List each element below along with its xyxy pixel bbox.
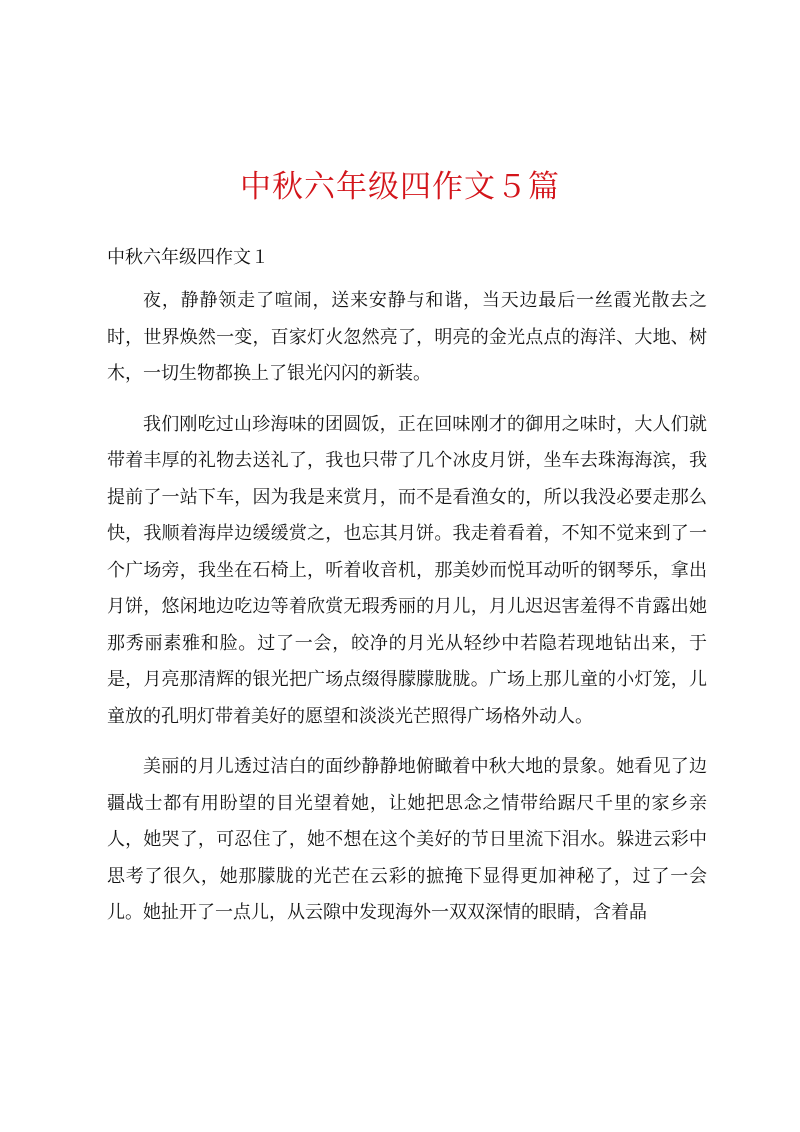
section-heading: 中秋六年级四作文１ [107, 247, 269, 268]
article-body [107, 283, 707, 946]
paragraph-3: 美丽的月儿透过洁白的面纱静静地俯瞰着中秋大地的景象。她看见了边疆战士都有用盼望的目光望着她，让她把思念之情带给踞尺千里的家乡亲人，她哭了，可忍住了，她不想在这个美好的节日里流下泪水。躲进云彩中思考了很久，她那朦胧的光芒在云彩的摭掩下显得更加神秘了，过了一会儿。她扯开了一点儿，从云隙中发现海外一双双深情的眼睛，含着晶 [107, 756, 707, 923]
paragraph-2: 我们刚吃过山珍海味的团圆饭，正在回味刚才的御用之味时，大人们就带着丰厚的礼物去送礼了，我也只带了几个冰皮月饼，坐车去珠海海滨，我提前了一站下车，因为我是来赏月，而不是看渔女的，所以我没必要走那么快，我顺着海岸边缓缓赏之，也忘其月饼。我走着看着，不知不觉来到了一个广场旁，我坐在石椅上，听着收音机，那美妙而悦耳动听的钢琴乐，拿出月饼，悠闲地边吃边等着欣赏无瑕秀丽的月儿，月儿迟迟害羞得不肯露出她那秀丽素雅和脸。过了一会，皎净的月光从轻纱中若隐若现地钻出来，于是，月亮那清辉的银光把广场点缀得朦朦胧胧。广场上那儿童的小灯笼，儿童放的孔明灯带着美好的愿望和淡淡光芒照得广场格外动人。 [107, 413, 707, 727]
document-title: 中秋六年级四作文５篇 [240, 169, 560, 205]
paragraph-1: 夜，静静领走了喧闹，送来安静与和谐，当天边最后一丝霞光散去之时，世界焕然一变，百家灯火忽然亮了，明亮的金光点点的海洋、大地、树木，一切生物都换上了银光闪闪的新装。 [107, 290, 707, 384]
